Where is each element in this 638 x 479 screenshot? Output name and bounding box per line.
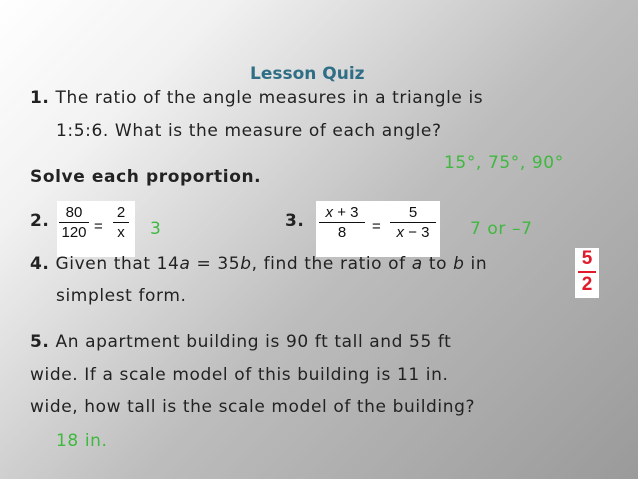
equals-sign: = bbox=[94, 218, 103, 235]
question-3-right-fraction bbox=[390, 204, 436, 241]
question-3-answer: 7 or –7 bbox=[470, 219, 533, 239]
question-3-equation bbox=[316, 201, 440, 257]
solve-heading: Solve each proportion. bbox=[30, 167, 262, 187]
fraction-bar bbox=[113, 222, 129, 223]
question-5-text-line-3: wide, how tall is the scale model of the building? bbox=[30, 397, 476, 417]
fraction-bar bbox=[319, 222, 365, 223]
page-title: Lesson Quiz bbox=[250, 64, 365, 84]
question-3-left-denominator: 8 bbox=[337, 224, 347, 241]
question-1-line-1 bbox=[30, 88, 483, 108]
fraction-bar bbox=[59, 222, 89, 223]
question-3-number: 3. bbox=[285, 211, 305, 231]
question-2-right-numerator: 2 bbox=[116, 204, 126, 221]
question-4-answer-fraction bbox=[575, 248, 599, 298]
question-4-text-line-2: simplest form. bbox=[56, 286, 187, 306]
question-4-answer-numerator: 5 bbox=[581, 248, 593, 269]
question-2-right-fraction bbox=[113, 204, 129, 241]
question-2-equation bbox=[57, 201, 135, 257]
question-1-answer: 15°, 75°, 90° bbox=[444, 153, 564, 173]
equals-sign: = bbox=[372, 218, 381, 235]
question-5-answer: 18 in. bbox=[56, 431, 108, 451]
question-5-text-line-1: An apartment building is 90 ft tall and 55 ft bbox=[55, 332, 452, 352]
question-1-text-line-1: The ratio of the angle measures in a triangle is bbox=[55, 88, 484, 108]
question-3-right-numerator: 5 bbox=[408, 204, 418, 221]
question-5-line-1 bbox=[30, 332, 451, 352]
fraction-bar bbox=[390, 222, 436, 223]
question-2-number: 2. bbox=[30, 211, 50, 231]
question-4-answer-denominator: 2 bbox=[581, 274, 593, 295]
question-4-number: 4. bbox=[30, 254, 50, 274]
question-2-left-denominator: 120 bbox=[61, 224, 87, 241]
question-2-right-denominator: x bbox=[117, 224, 125, 241]
question-3-right-denominator: x − 3 bbox=[396, 224, 430, 241]
question-2-left-fraction bbox=[59, 204, 89, 241]
question-3-left-numerator: x + 3 bbox=[325, 204, 359, 221]
question-5-number: 5. bbox=[30, 332, 50, 352]
question-5-text-line-2: wide. If a scale model of this building is 11 in. bbox=[30, 365, 449, 385]
question-2-answer: 3 bbox=[150, 219, 162, 239]
question-4-line-1 bbox=[30, 254, 487, 274]
question-2-left-numerator: 80 bbox=[65, 204, 83, 221]
fraction-bar bbox=[578, 271, 596, 273]
question-1-number: 1. bbox=[30, 88, 50, 108]
question-4-text: Given that 14a = 35b, find the ratio of a to b in bbox=[55, 254, 488, 274]
question-1-text-line-2: 1:5:6. What is the measure of each angle? bbox=[56, 121, 442, 141]
question-3-left-fraction bbox=[319, 204, 365, 241]
